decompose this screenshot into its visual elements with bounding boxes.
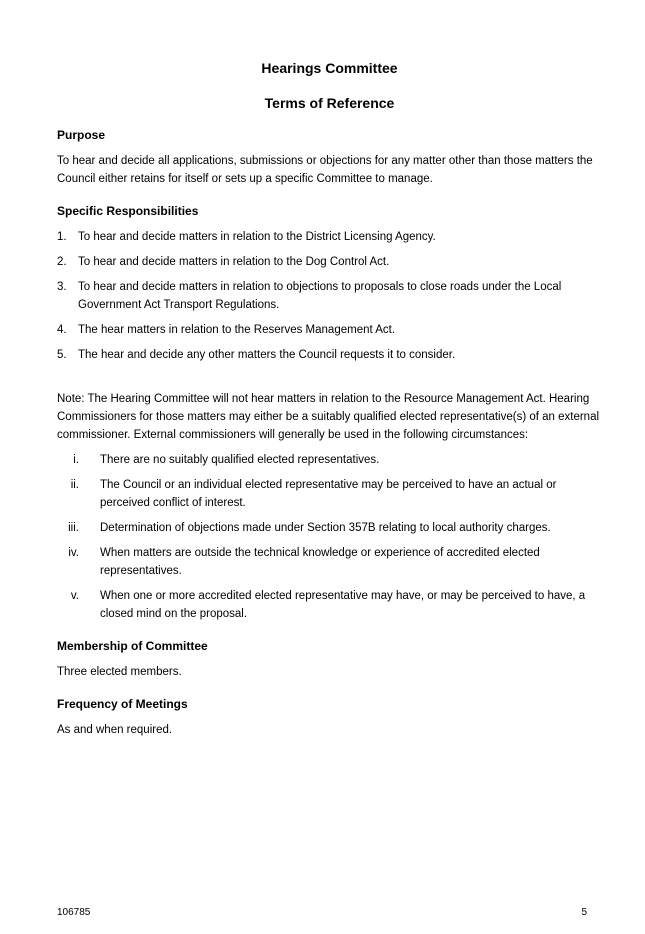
responsibilities-section: [57, 202, 602, 623]
list-item-text: To hear and decide matters in relation to objections to proposals to close roads under the Local Government Act Transport Regulations.: [78, 281, 562, 311]
list-item: [57, 321, 602, 339]
list-item: [57, 346, 602, 364]
membership-heading: Membership of Committee: [57, 639, 208, 653]
purpose-section: [57, 126, 602, 188]
list-item-number: iii.: [68, 522, 79, 534]
document-title: Hearings Committee: [261, 60, 398, 76]
list-item-number: 5.: [57, 349, 67, 361]
list-item-number: iv.: [68, 547, 79, 559]
document-page: [57, 58, 602, 753]
list-item: [57, 519, 602, 537]
list-item-number: 3.: [57, 281, 67, 293]
list-item: [57, 278, 602, 314]
circumstances-list: [57, 451, 602, 623]
list-item: [57, 587, 602, 623]
list-item-text: The hear matters in relation to the Reserves Management Act.: [78, 324, 396, 336]
list-item-number: 1.: [57, 231, 67, 243]
note-text: Note: The Hearing Committee will not hear matters in relation to the Resource Management Act. Hearing Commissioners for those matters may either be a suitably qualified elected representative(s) of an external commissioner. External commissioners will generally be used in the following circumstances:: [57, 393, 600, 441]
list-item-text: To hear and decide matters in relation to the District Licensing Agency.: [78, 231, 436, 243]
responsibilities-list: [57, 228, 602, 364]
frequency-text: As and when required.: [57, 724, 173, 736]
list-item-text: To hear and decide matters in relation to the Dog Control Act.: [78, 256, 390, 268]
list-item-text: Determination of objections made under Section 357B relating to local authority charges.: [100, 522, 551, 534]
document-subtitle: Terms of Reference: [264, 95, 395, 111]
membership-text: Three elected members.: [57, 666, 182, 678]
list-item-number: 4.: [57, 324, 67, 336]
list-item: [57, 476, 602, 512]
purpose-text: To hear and decide all applications, submissions or objections for any matter other than those matters the Council either retains for itself or sets up a specific Committee to manage.: [57, 155, 593, 185]
list-item: [57, 451, 602, 469]
list-item: [57, 228, 602, 246]
responsibilities-heading: Specific Responsibilities: [57, 204, 199, 218]
list-item-text: There are no suitably qualified elected representatives.: [100, 454, 380, 466]
list-item-number: v.: [70, 590, 79, 602]
frequency-heading: Frequency of Meetings: [57, 697, 188, 711]
footer-doc-id: 106785: [57, 907, 91, 918]
list-item-text: The hear and decide any other matters the Council requests it to consider.: [78, 349, 456, 361]
list-item-number: ii.: [70, 479, 79, 491]
list-item: [57, 253, 602, 271]
list-item-text: When matters are outside the technical knowledge or experience of accredited elected representatives.: [100, 547, 540, 577]
list-item-text: When one or more accredited elected representative may have, or may be perceived to have, a closed mind on the proposal.: [100, 590, 586, 620]
purpose-heading: Purpose: [57, 128, 106, 142]
list-item-number: 2.: [57, 256, 67, 268]
list-item: [57, 544, 602, 580]
footer-page-number: 5: [581, 907, 587, 918]
membership-section: [57, 637, 602, 681]
list-item-number: i.: [73, 454, 79, 466]
frequency-section: [57, 695, 602, 739]
list-item-text: The Council or an individual elected representative may be perceived to have an actual or perceived conflict of interest.: [100, 479, 557, 509]
